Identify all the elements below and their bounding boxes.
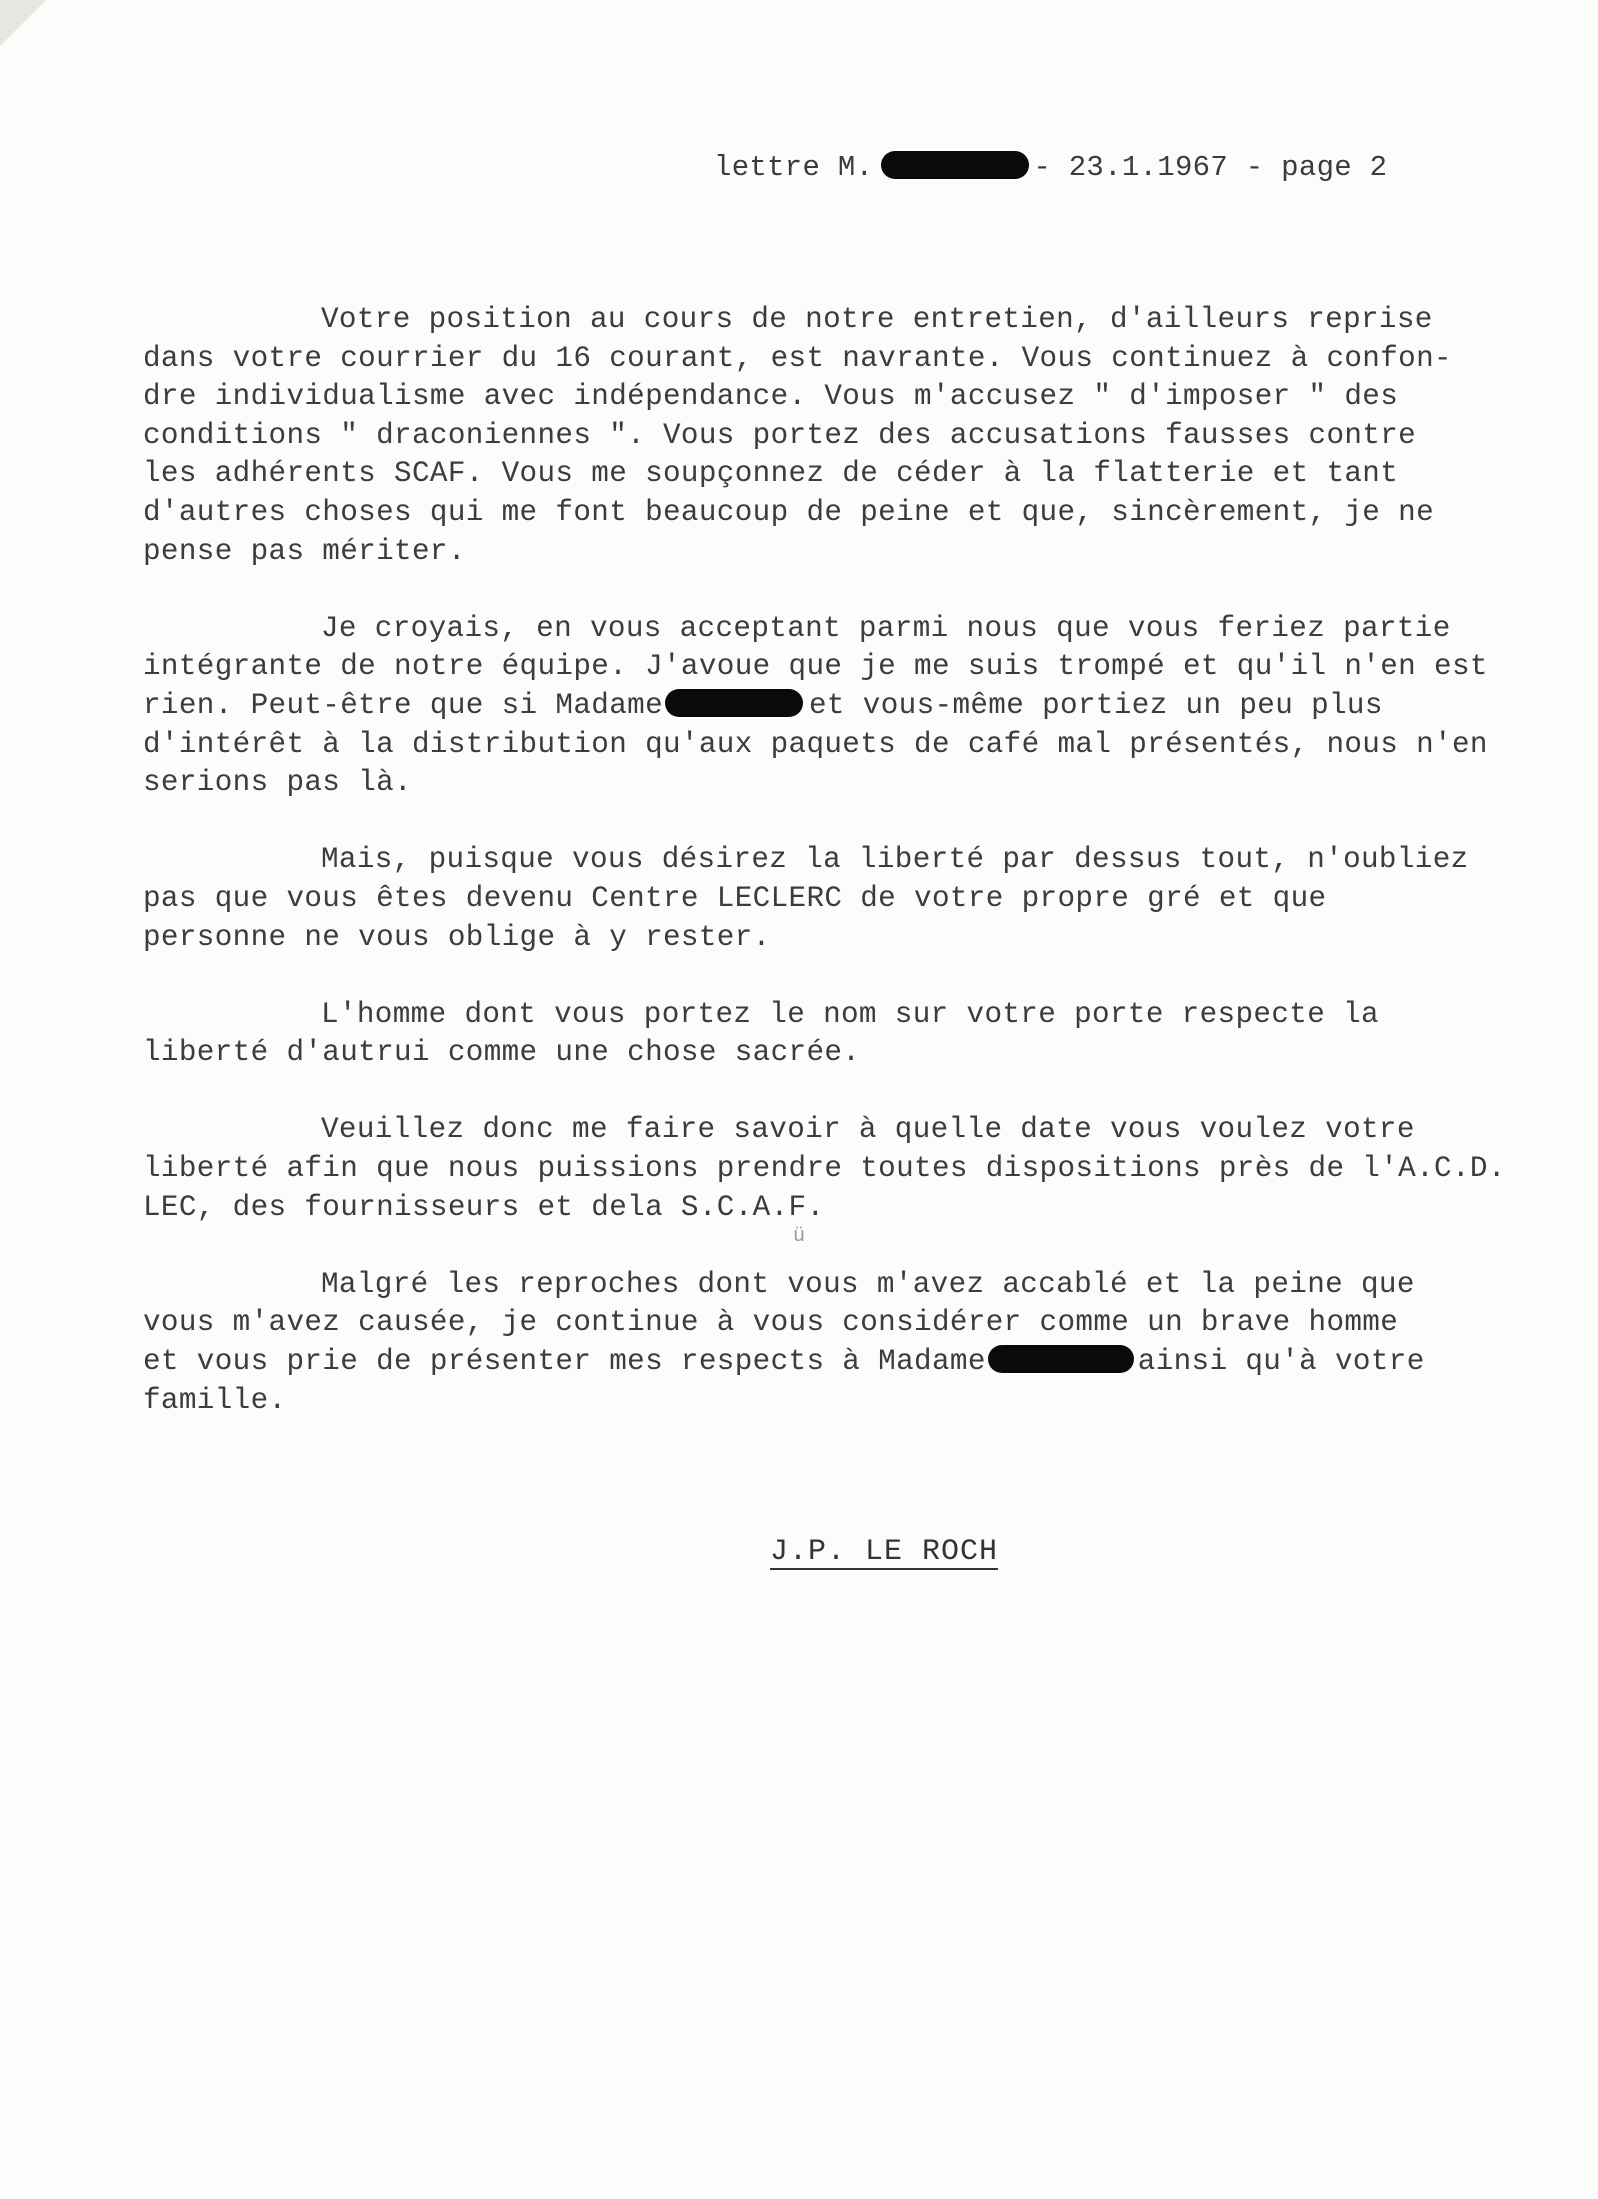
text-line: pas que vous êtes devenu Centre LECLERC de votre propre gré et que: [143, 881, 1327, 915]
text-line: Malgré les reproches dont vous m'avez accablé et la peine que: [321, 1267, 1415, 1301]
text-after-redaction: et vous-même portiez un peu plus: [809, 688, 1383, 722]
text-line: d'autres choses qui me font beaucoup de peine et que, sincèrement, je ne: [143, 495, 1435, 529]
signature: J.P. LE ROCH: [770, 1535, 999, 1569]
paragraph-5: [143, 1111, 1506, 1227]
text-after-redaction: ainsi qu'à votre: [1137, 1345, 1425, 1379]
text-line: liberté afin que nous puissions prendre toutes dispositions près de l'A.C.D.: [143, 1152, 1506, 1186]
text-line-with-redaction: [143, 687, 1443, 726]
paragraph-1: [143, 301, 1452, 571]
redaction-bar: [881, 151, 1029, 179]
text-line: intégrante de notre équipe. J'avoue que je me suis trompé et qu'il n'en est: [143, 650, 1488, 684]
text-line: dans votre courrier du 16 courant, est navrante. Vous continuez à confon-: [143, 341, 1452, 375]
paragraph-3: [143, 841, 1469, 957]
letter-body: [143, 301, 1506, 1459]
text-line: Mais, puisque vous désirez la liberté par dessus tout, n'oubliez: [321, 843, 1469, 877]
redaction-bar: [988, 1345, 1134, 1373]
text-line: conditions " draconiennes ". Vous portez des accusations fausses contre: [143, 418, 1417, 452]
paragraph-4: [143, 996, 1443, 1073]
paper-corner-fold: [0, 0, 46, 46]
text-line: d'intérêt à la distribution qu'aux paquets de café mal présentés, nous n'en: [143, 727, 1488, 761]
text-line: vous m'avez causée, je continue à vous considérer comme un brave homme: [143, 1306, 1399, 1340]
text-line: dre individualisme avec indépendance. Vous m'accusez " d'imposer " des: [143, 380, 1399, 414]
text-line: liberté d'autrui comme une chose sacrée.: [143, 1036, 861, 1070]
text-line: serions pas là.: [143, 766, 412, 800]
text-before-redaction: rien. Peut-être que si Madame: [143, 688, 663, 722]
text-line: Veuillez donc me faire savoir à quelle date vous voulez votre: [321, 1113, 1415, 1147]
text-line: Votre position au cours de notre entretien, d'ailleurs reprise: [321, 303, 1433, 336]
header-suffix: - 23.1.1967 - page 2: [1033, 151, 1388, 184]
redaction-bar: [665, 689, 803, 717]
text-before-redaction: et vous prie de présenter mes respects à Madame: [143, 1345, 986, 1379]
text-line: famille.: [143, 1383, 287, 1417]
text-line: pense pas mériter.: [143, 534, 466, 568]
header-prefix: lettre M.: [714, 151, 874, 184]
page-header: [714, 146, 1388, 190]
text-line: les adhérents SCAF. Vous me soupçonnez de céder à la flatterie et tant: [143, 457, 1399, 491]
text-line: LEC, des fournisseurs et dela S.C.A.F.: [143, 1190, 825, 1224]
text-line: Je croyais, en vous acceptant parmi nous que vous feriez partie: [321, 611, 1451, 645]
stray-mark: ü: [793, 1225, 806, 1248]
paragraph-2: [143, 610, 1488, 803]
text-line: L'homme dont vous portez le nom sur votre porte respecte la: [321, 997, 1379, 1031]
paragraph-6: [143, 1266, 1443, 1420]
text-line-with-redaction: [143, 1343, 1443, 1382]
text-line: personne ne vous oblige à y rester.: [143, 920, 771, 954]
